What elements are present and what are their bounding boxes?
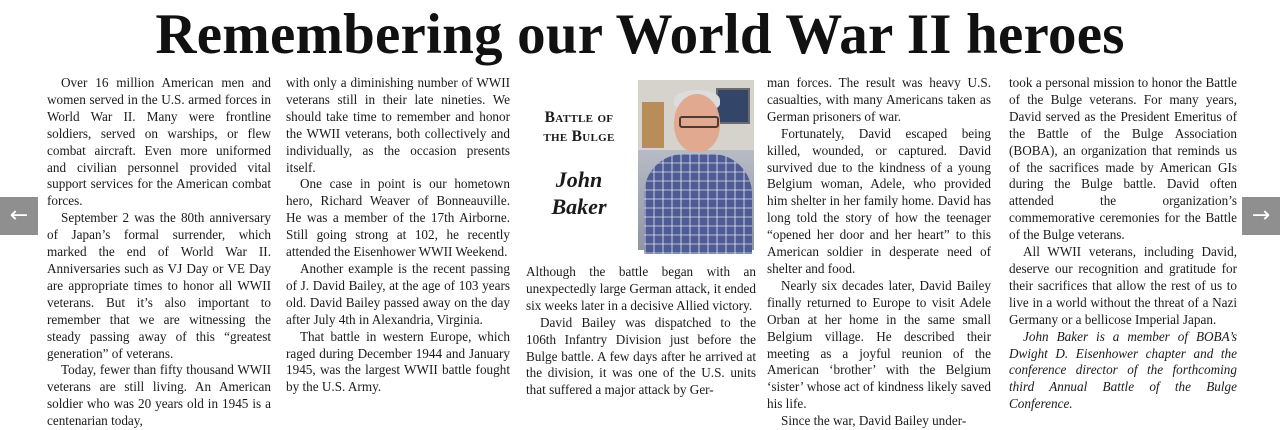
- author-first-name: John: [555, 167, 603, 192]
- article-column-1: [47, 75, 271, 429]
- photo-glasses: [679, 116, 719, 128]
- author-last-name: Baker: [551, 194, 607, 219]
- article-column-4: [767, 75, 991, 429]
- photo-shelf: [642, 102, 664, 148]
- article-column-5: [1009, 75, 1237, 420]
- paragraph: with only a diminishing number of WWII veterans still in their late nineties. We should take time to remember and honor the WWII veterans, both collectively and individually, as the occasion presents itself.: [286, 75, 510, 175]
- photo-wall-frame: [716, 88, 750, 124]
- article-column-3: [526, 264, 756, 420]
- paragraph: That battle in western Europe, which raged during December 1944 and January 1945, was the largest WWII battle fought by the U.S. Army.: [286, 328, 510, 395]
- paragraph: man forces. The result was heavy U.S. casualties, with many Americans taken as German prisoners of war.: [767, 75, 991, 124]
- paragraph: Today, fewer than fifty thousand WWII veterans are still living. An American soldier who was 20 years old in 1945 is a centenarian today,: [47, 362, 271, 429]
- paragraph: Nearly six decades later, David Bailey finally returned to Europe to visit Adele Orban at her home in the same small Belgium village. He described their meeting as a joyful reunion of the American ‘brother’ with the Belgium ‘sister’ whose act of kindness likely saved his life.: [767, 277, 991, 412]
- paragraph: Fortunately, David escaped being killed, wounded, or captured. David survived due to the kindness of a young Belgium woman, Adele, who provided him shelter in her family home. David has long told the story of how the teenager “opened her door and her heart” to this American soldier in desperate need of shelter and food.: [767, 125, 991, 276]
- next-page-button[interactable]: [1242, 197, 1280, 235]
- column-kicker: [526, 108, 632, 146]
- paragraph: Another example is the recent passing of J. David Bailey, at the age of 103 years old. David Bailey passed away on the day after July 4th in Alexandria, Virginia.: [286, 260, 510, 327]
- kicker-line: the Bulge: [543, 128, 615, 145]
- author-photo: [638, 80, 754, 250]
- paragraph: Since the war, David Bailey under-: [781, 413, 967, 429]
- paragraph: September 2 was the 80th anniversary of Japan’s formal surrender, which marked the end of World War II. Anniversaries such as VJ Day or VE Day are appropriate times to honor all WWII veterans. But it’s also important to remember that we are witnessing the steady passing away of this “greatest generation” of veterans.: [47, 210, 271, 361]
- arrow-left-icon: ←: [9, 203, 29, 228]
- paragraph: Over 16 million American men and women served in the U.S. armed forces in World War II. Many were frontline soldiers, served on warships, or flew combat aircraft. Even more uniformed and civilian personnel provided vital support services for the American combat forces.: [47, 75, 271, 209]
- paragraph: One case in point is our hometown hero, Richard Weaver of Bonneauville. He was a member of the 17th Airborne. Still going strong at 102, he recently attended the Eisenhower WWII Weekend.: [286, 176, 510, 260]
- paragraph: took a personal mission to honor the Battle of the Bulge veterans. For many years, David served as the President Emeritus of the Battle of the Bulge Association (BOBA), an organization that reminds us of the sacrifices made by American GIs during the Bulge battle. David often attended the organization’s commemorative ceremonies for the Battle of the Bulge veterans.: [1009, 75, 1237, 243]
- author-box: [526, 80, 756, 252]
- paragraph: Although the battle began with an unexpectedly large German attack, it ended six weeks later in a decisive Allied victory.: [526, 264, 756, 313]
- paragraph: All WWII veterans, including David, deserve our recognition and gratitude for their sacrifices that allow the rest of us to live in a world without the threat of a Nazi Germany or a bellicose Imperial Japan.: [1009, 244, 1237, 327]
- kicker-line: Battle of: [544, 109, 614, 126]
- photo-shirt: [644, 154, 752, 254]
- article-column-2: [286, 75, 510, 420]
- arrow-right-icon: →: [1251, 203, 1271, 228]
- headline: Remembering our World War II heroes: [155, 3, 1125, 66]
- author-bio: John Baker is a member of BOBA’s Dwight D. Eisenhower chapter and the conference director of the forthcoming third Annual Battle of the Bulge Conference.: [1009, 328, 1237, 412]
- author-name: [526, 166, 632, 220]
- paragraph: David Bailey was dispatched to the 106th Infantry Division just before the Bulge battle. A few days after he arrived at the division, it was one of the U.S. units that suffered a major attack by Ger-: [526, 314, 756, 398]
- previous-page-button[interactable]: [0, 197, 38, 235]
